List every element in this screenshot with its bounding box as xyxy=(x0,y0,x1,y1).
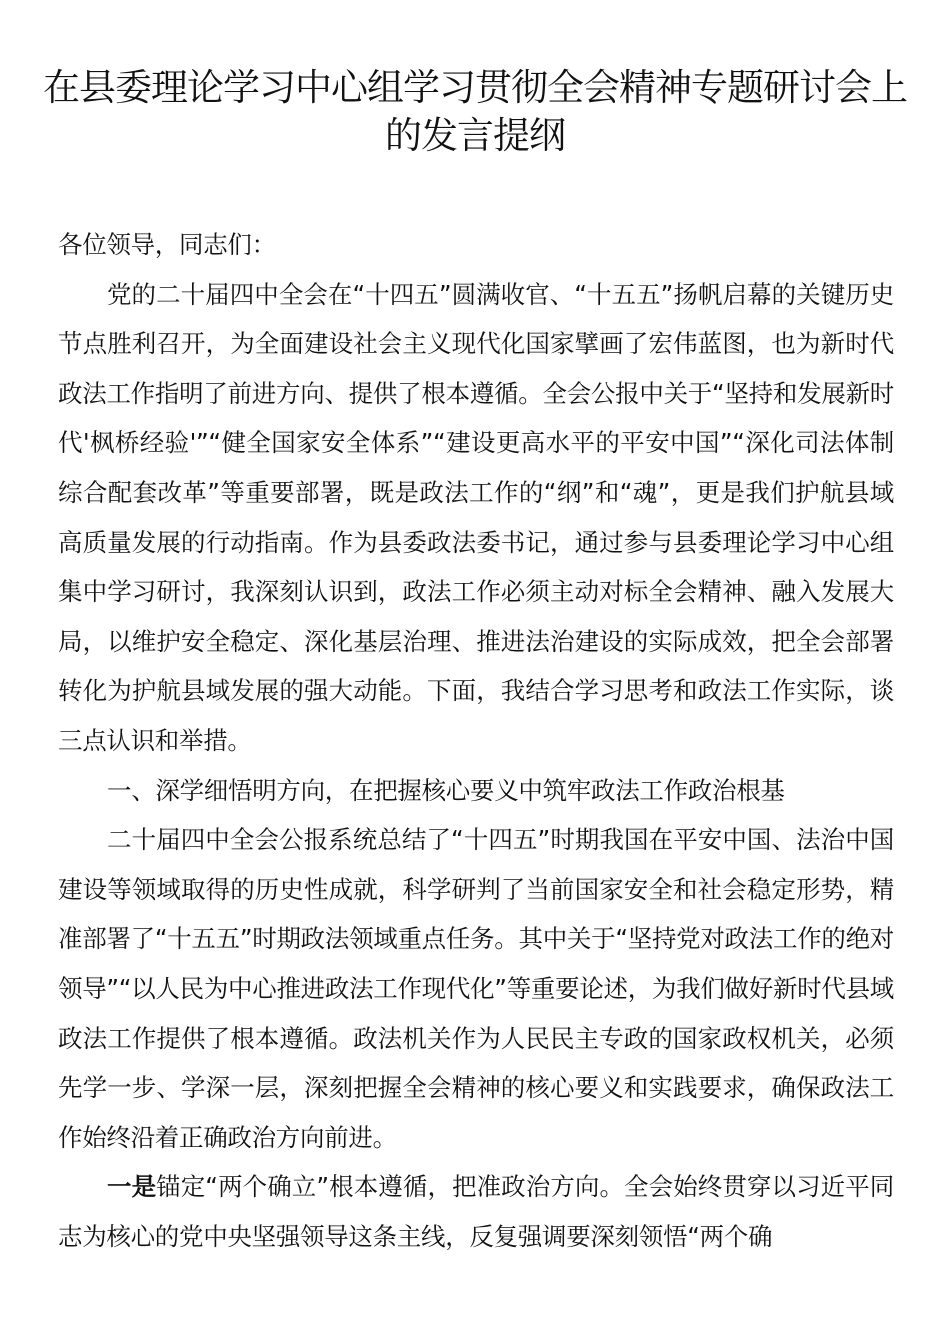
section-1-paragraph: 二十届四中全会公报系统总结了“十四五”时期我国在平安中国、法治中国建设等领域取得的历史性成就，科学研判了当前国家安全和社会稳定形势，精准部署了“十五五”时期政法领域重点任务。其中关于“坚持党对政法工作的绝对领导”“以人民为中心推进政法工作现代化”等重要论述，为我们做好新时代县域政法工作提供了根本遵循。政法机关作为人民民主专政的国家政权机关，必须先学一步、学深一层，深刻把握全会精神的核心要义和实践要求，确保政法工作始终沿着正确政治方向前进。 xyxy=(58,825,894,1152)
point-one-paragraph xyxy=(58,1162,894,1261)
salutation: 各位领导，同志们： xyxy=(58,230,276,259)
point-one-text: 锚定“两个确立”根本遵循，把准政治方向。全会始终贯穿以习近平同志为核心的党中央坚强领导这条主线，反复强调要深刻领悟“两个确 xyxy=(58,1172,894,1251)
intro-paragraph: 党的二十届四中全会在“十四五”圆满收官、“十五五”扬帆启幕的关键历史节点胜利召开，为全面建设社会主义现代化国家擘画了宏伟蓝图，也为新时代政法工作指明了前进方向、提供了根本遵循。全会公报中关于“坚持和发展新时代'枫桥经验'”“健全国家安全体系”“建设更高水平的平安中国”“深化司法体制综合配套改革”等重要部署，既是政法工作的“纲”和“魂”，更是我们护航县域高质量发展的行动指南。作为县委政法委书记，通过参与县委理论学习中心组集中学习研讨，我深刻认识到，政法工作必须主动对标全会精神、融入发展大局，以维护安全稳定、深化基层治理、推进法治建设的实际成效，把全会部署转化为护航县域发展的强大动能。下面，我结合学习思考和政法工作实际，谈三点认识和举措。 xyxy=(58,279,894,755)
section-heading-1: 一、深学细悟明方向，在把握核心要义中筑牢政法工作政治根基 xyxy=(107,775,785,805)
point-one-lead: 一是 xyxy=(107,1172,157,1202)
document-title: 在县委理论学习中心组学习贯彻全会精神专题研讨会上的发言提纲 xyxy=(43,66,907,157)
document-body xyxy=(58,220,894,1261)
